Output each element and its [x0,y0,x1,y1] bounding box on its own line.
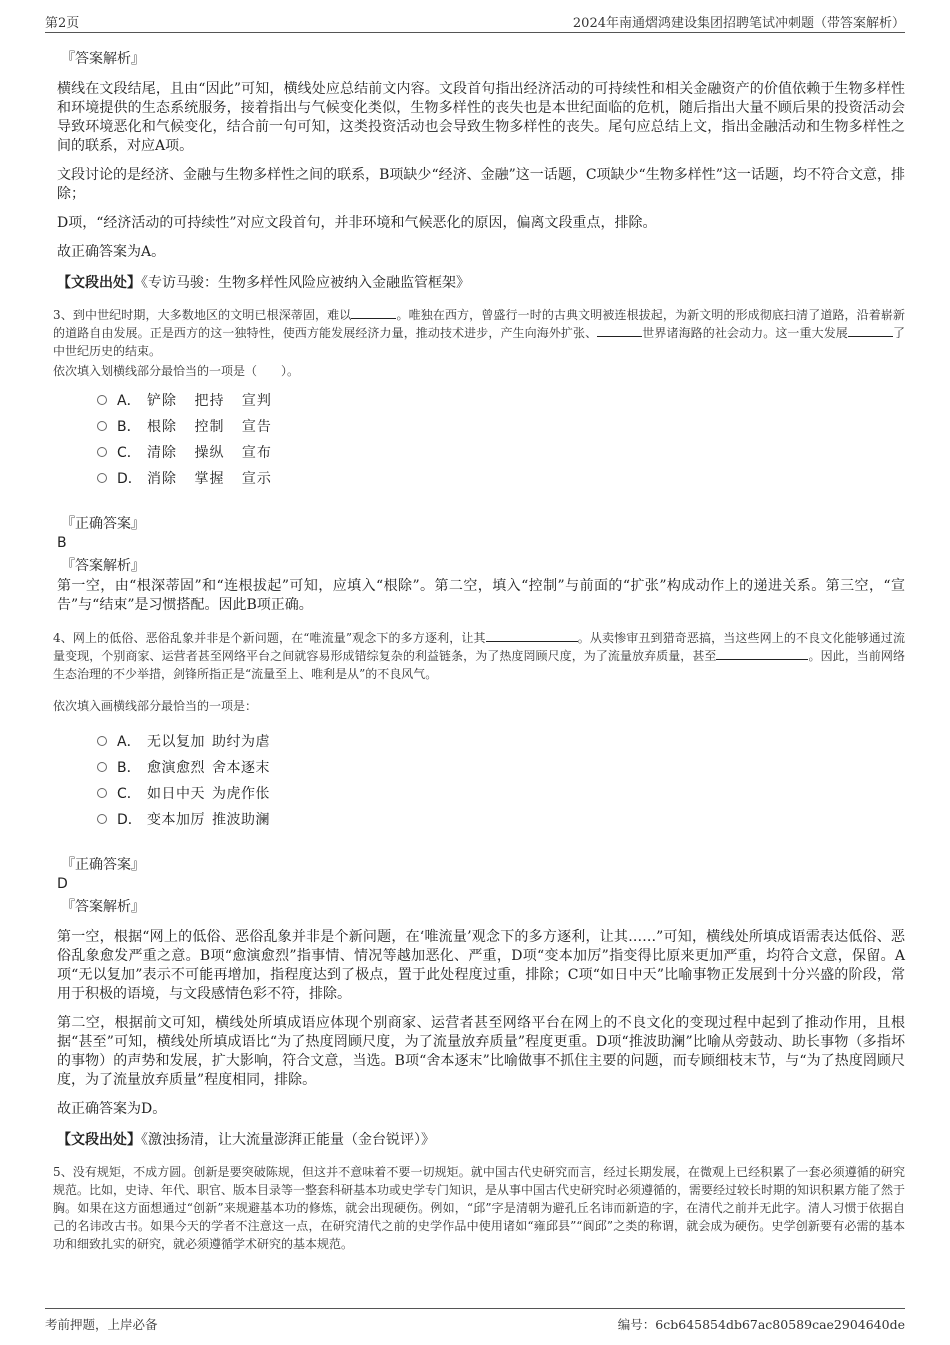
q4-option-b[interactable]: B． 愈演愈烈 舍本逐末 [97,754,905,780]
q4-text-b: 。从卖惨审丑到猎奇恶搞，当这些网上的不良文化能够通过流量变现，个别商家、运营者甚至网络平台之间就容易形成错综复杂的利益链条，为了热度罔顾尺度，为了流量放弃质量，甚至 [53,631,905,663]
q3-question [53,306,905,360]
radio-icon[interactable] [97,421,107,431]
q3-prompt: 依次填入划横线部分最恰当的一项是（ ）。 [53,364,300,378]
q4-analysis-label: 『答案解析』 [61,899,145,915]
radio-icon[interactable] [97,814,107,824]
q3-option-d[interactable]: D． 消除 掌握 宣示 [97,465,905,491]
footer-code-value: 6cb645854db67ac80589cae2904640de [655,1317,905,1332]
q3-option-b[interactable]: B． 根除 控制 宣告 [97,413,905,439]
radio-icon[interactable] [97,395,107,405]
footer-code-label: 编号： [617,1317,656,1332]
page-footer [45,1308,905,1333]
q2-source-text: 《专访马骏：生物多样性风险应被纳入金融监管框架》 [141,275,470,291]
q3-analysis: 第一空，由“根深蒂固”和“连根拔起”可知，应填入“根除”。第二空，填入“控制”与前面的“扩张”构成动作上的递进关系。第三空，“宣告”与“结束”是习惯搭配。因此B项正确。 [57,578,905,613]
q2-analysis-p2: 文段讨论的是经济、金融与生物多样性之间的联系，B项缺少“经济、金融”这一话题，C项缺少“生物多样性”这一话题，均不符合文意，排除； [57,167,905,202]
q4-blank-2 [716,647,808,660]
q4-source-text: 《激浊扬清，让大流量澎湃正能量（金台锐评）》 [141,1132,435,1148]
radio-icon[interactable] [97,762,107,772]
q4-question [53,629,905,683]
q3-option-c[interactable]: C． 清除 操纵 宣布 [97,439,905,465]
radio-icon[interactable] [97,736,107,746]
q4-source-label: 【文段出处】 [57,1132,141,1148]
q3-blank-1 [351,306,396,319]
q4-correct-label: 『正确答案』 [61,857,145,873]
q4-prompt: 依次填入画横线部分最恰当的一项是： [53,699,258,713]
q4-correct-answer: D [57,876,68,892]
radio-icon[interactable] [97,473,107,483]
q4-option-c[interactable]: C． 如日中天 为虎作伥 [97,780,905,806]
footer-code [618,1315,905,1333]
q2-analysis-p3: D项，“经济活动的可持续性”对应文段首句，并非环境和气候恶化的原因，偏离文段重点，排除。 [57,215,657,231]
q4-source [57,1129,905,1149]
q4-option-a[interactable]: A． 无以复加 助纣为虐 [97,728,905,754]
radio-icon[interactable] [97,447,107,457]
q3-analysis-label: 『答案解析』 [61,558,145,574]
page-number: 第2页 [45,16,80,31]
q2-analysis-p1: 横线在文段结尾，且由“因此”可知，横线处应总结前文内容。文段首句指出经济活动的可持续性和相关金融资产的价值依赖于生物多样性和环境提供的生态系统服务，接着指出与气候变化类似，生物多样性的丧失也是本世纪面临的危机，随后指出大量不顾后果的投资活动会导致环境恶化和气候变化，结合前一句可知，这类投资活动也会导致生物多样性的丧失。尾句应总结上文，指出金融活动和生物多样性之间的联系，对应A项。 [57,81,905,154]
page-content [53,44,906,1255]
q3-options [97,387,905,491]
q4-analysis-p3: 故正确答案为D。 [57,1101,167,1117]
q3-text-b: 。唯独在西方，曾盛行一时的古典文明被连根拔起，为新文明的形成彻底扫清了道路，沿着崭新的道路自由发展。正是西方的这一独特性，使西方能发展经济力量，推动技术进步，产生向海外扩张、 [53,308,905,340]
q4-text-c: 。因此，当前网络生态治理的不少举措，剑锋所指正是“流量至上、唯利是从”的不良风气。 [53,649,905,681]
q2-analysis-p4: 故正确答案为A。 [57,244,166,260]
q4-options [97,728,905,832]
page-header [45,10,905,33]
q4-analysis-p2: 第二空，根据前文可知，横线处所填成语应体现个别商家、运营者甚至网络平台在网上的不良文化的变现过程中起到了推动作用，且根据“甚至”可知，横线处所填成语比“为了热度罔顾尺度，为了流量放弃质量”程度更重。D项“推波助澜”比喻从旁鼓动、助长事物（多指坏的事物）的声势和发展，扩大影响，符合文意，当选。B项“舍本逐末”比喻做事不抓住主要的问题，而专顾细枝末节，与“为了热度罔顾尺度，为了流量放弃质量”程度相同，排除。 [57,1015,905,1088]
q2-source-label: 【文段出处】 [57,275,141,291]
q4-blank-1 [486,629,578,642]
q3-text-a: 3、到中世纪时期，大多数地区的文明已根深蒂固，难以 [53,308,352,322]
q3-text-d: 了中世纪历史的结束。 [53,326,905,358]
q5-question: 5、没有规矩，不成方圆。创新是要突破陈规，但这并不意味着不要一切规矩。就中国古代史研究而言，经过长期发展，在微观上已经积累了一套必须遵循的研究规范。比如，史诗、年代、职官、版本目录等一整套科研基本功或史学专门知识，是从事中国古代史研究时必须遵循的，需要经过较长时期的知识积累方能了然于胸。如果在这方面想通过“创新”来规避基本功的修炼，就会出现硬伤。例如，“邱”字是清朝为避孔丘名讳而新造的字，在清代之前并无此字。清人习惯于依据自己的名讳改古书。如果今天的学者不注意这一点，在研究清代之前的史学作品中使用诸如“雍邱县”“阆邱”之类的称谓，就会成为硬伤。史学创新要有必需的基本功和细致扎实的研究，就必须遵循学术研究的基本规范。 [53,1165,906,1251]
q4-analysis-p1: 第一空，根据“网上的低俗、恶俗乱象并非是个新问题，在‘唯流量’观念下的多方逐利，让其……”可知，横线处所填成语需表达低俗、恶俗乱象愈发严重之意。B项“愈演愈烈”指事情、情况等越加恶化、严重，D项“变本加厉”指变得比原来更加严重，均符合文意，保留。A项“无以复加”表示不可能再增加，指程度达到了极点，置于此处程度过重，排除；C项“如日中天”比喻事物正发展到十分兴盛的阶段，常用于积极的语境，与文段感情色彩不符，排除。 [57,929,905,1002]
q4-text-a: 4、网上的低俗、恶俗乱象并非是个新问题，在“唯流量”观念下的多方逐利，让其 [53,631,486,645]
q2-source [57,272,905,292]
q3-blank-2 [597,324,642,337]
radio-icon[interactable] [97,788,107,798]
q3-correct-answer: B [57,535,67,551]
q4-option-d[interactable]: D． 变本加厉 推波助澜 [97,806,905,832]
document-title: 2024年南通熠鸿建设集团招聘笔试冲刺题（带答案解析） [572,16,905,31]
q3-text-c: 世界诸海路的社会动力。这一重大发展 [642,326,848,340]
q3-correct-label: 『正确答案』 [61,516,145,532]
q3-option-a[interactable]: A． 铲除 把持 宣判 [97,387,905,413]
q2-analysis-label: 『答案解析』 [61,51,145,67]
q3-blank-3 [848,324,893,337]
footer-slogan: 考前押题，上岸必备 [45,1317,158,1332]
